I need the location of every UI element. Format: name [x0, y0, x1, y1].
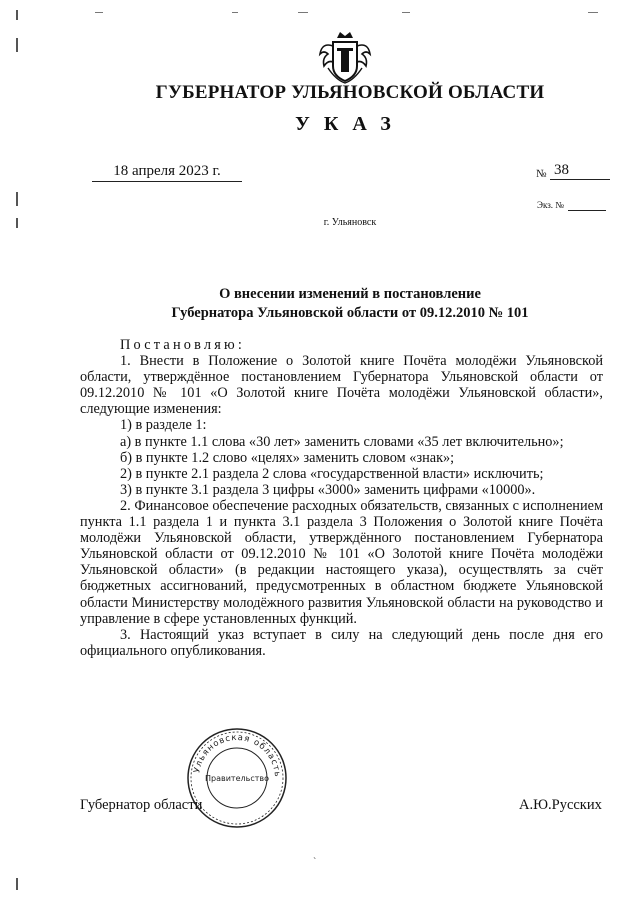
- paragraph: 2. Финансовое обеспечение расходных обязательств, связанных с исполнением пункта 1.1 раздела 1 и пункта 3.1 раздела 3 Положения о Золотой книге Почёта молодёжи Ульяновской области, утверждённого постановлением Губернатора Ульяновской области от 09.12.2010 № 101 «О Золотой книге Почёта молодёжи Ульяновской области» (в редакции настоящего указа), осуществлять за счёт бюджетных ассигнований, предусмотренных в областном бюджете Ульяновской области Министерству молодёжного развития Ульяновской области на руководство и управление в сфере установленных функций.: [80, 497, 603, 627]
- signatory-position: Губернатор области: [80, 797, 203, 813]
- signatory-name: А.Ю.Русских: [519, 797, 602, 813]
- scan-mark: [232, 12, 238, 13]
- paragraph: 3. Настоящий указ вступает в силу на следующий день после дня его официального опубликования.: [80, 626, 603, 659]
- number-label: №: [536, 168, 547, 180]
- scan-mark: [16, 38, 18, 52]
- paragraph: 2) в пункте 2.1 раздела 2 слова «государственной власти» исключить;: [120, 465, 544, 482]
- issuer-title: ГУБЕРНАТОР УЛЬЯНОВСКОЙ ОБЛАСТИ: [155, 82, 545, 103]
- paragraph: б) в пункте 1.2 слово «целях» заменить словом «знак»;: [120, 449, 455, 466]
- seal-ring-text: Ульяновская область: [192, 732, 283, 779]
- heading-line: О внесении изменений в постановление: [219, 286, 481, 302]
- scan-mark: [588, 12, 598, 13]
- scan-mark: [16, 192, 18, 206]
- scan-mark: [16, 878, 18, 890]
- coat-of-arms-icon: [316, 28, 374, 84]
- scan-mark: [16, 10, 18, 20]
- paragraph: 1) в разделе 1:: [120, 417, 207, 434]
- scan-mark: `: [313, 857, 317, 868]
- seal-center-text: Правительство: [205, 774, 269, 783]
- document-heading: [0, 285, 640, 323]
- copy-number-blank: [568, 210, 606, 211]
- paragraph: 3) в пункте 3.1 раздела 3 цифры «3000» заменить цифрами «10000».: [120, 481, 536, 498]
- document-number: 38: [550, 162, 610, 180]
- copy-number-label: Экз. №: [537, 200, 564, 210]
- document-type: УКАЗ: [295, 113, 405, 135]
- paragraph: 1. Внести в Положение о Золотой книге Почёта молодёжи Ульяновской области, утверждённое постановлением Губернатора Ульяновской области от 09.12.2010 № 101 «О Золотой книге Почёта молодёжи Ульяновской области», следующие изменения:: [80, 353, 603, 418]
- document-body: [80, 337, 603, 659]
- scan-mark: [402, 12, 410, 13]
- official-seal-icon: [185, 726, 289, 830]
- paragraph: а) в пункте 1.1 слова «30 лет» заменить словами «35 лет включительно»;: [120, 433, 564, 450]
- scan-mark: [95, 12, 103, 13]
- decree-lead: Постановляю:: [120, 337, 246, 353]
- document-date: 18 апреля 2023 г.: [92, 163, 242, 182]
- city: г. Ульяновск: [323, 217, 377, 228]
- heading-line: Губернатора Ульяновской области от 09.12.2010 № 101: [171, 305, 529, 321]
- scan-mark: [298, 12, 308, 13]
